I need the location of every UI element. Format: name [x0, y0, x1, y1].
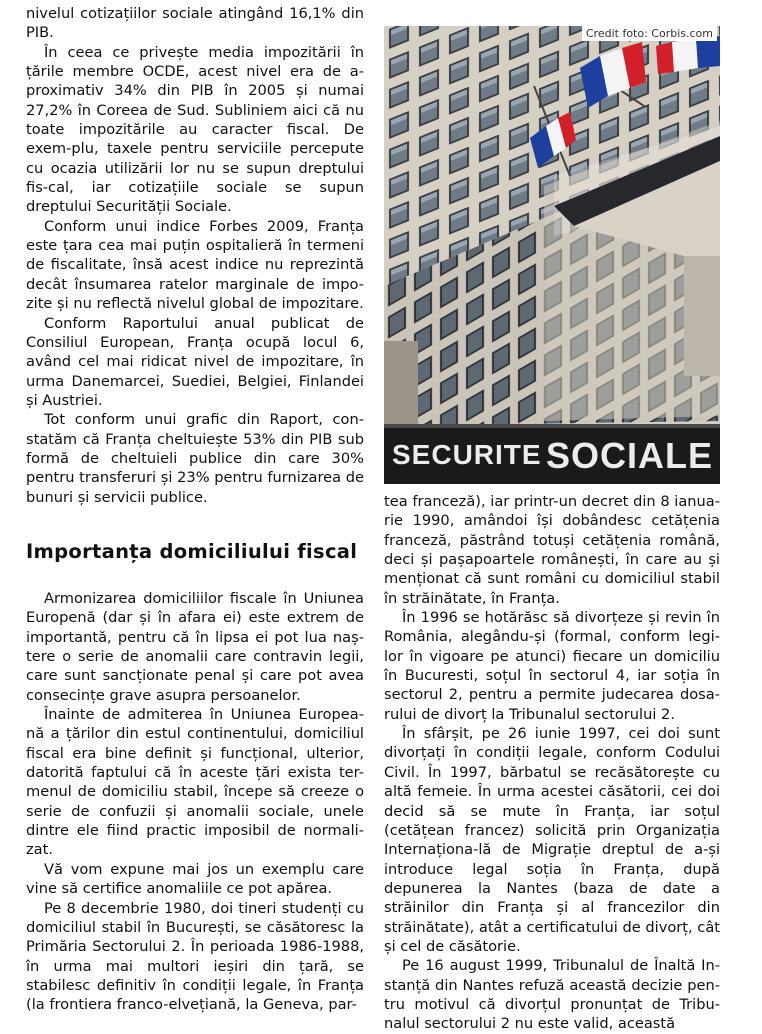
paragraph: Tot conform unui grafic din Raport, con-statăm că Franța cheltuiește 53% din PIB sub formă de cheltuieli publice din care 30% pentru transferuri și 23% pentru furnizarea de bunuri și servicii publice. — [26, 411, 364, 506]
building-illustration — [384, 26, 720, 484]
paragraph: Înainte de admiterea în Uniunea Europea-nă a țărilor din estul continentului, domiciliul fiscal era bine definit și funcțional, ulterior, datorită faptului că în aceste țări exista ter-menul de domiciliu stabil, începe să creeze o serie de confuzii și anomalii sociale, unele dintre ele fiind practic imposibil de normali-zat. — [26, 706, 364, 859]
paragraph: Pe 16 august 1999, Tribunalul de Înaltă In-stanță din Nantes refuză această decizie pen-tru motivul că divorțul pronunțat de Tribu-nalul sectorului 2 nu este valid, această — [384, 957, 720, 1033]
paragraph: Pe 8 decembrie 1980, doi tineri studenți cu domiciliul stabil în București, se căsătoresc la Primăria Sectorului 2. În perioada 1986-1988, în urma mai multori ieșiri din țară, se stabilesc definitiv în condiții legale, în Franța (la frontiera franco-elvețiană, la Geneva, par- — [26, 899, 364, 1014]
paragraph: Conform unui indice Forbes 2009, Franța este țara cea mai puțin ospitalieră în termeni de fiscalitate, însă acest indice nu reprezintă decât însumarea ratelor marginale de impo-zite și nu reflectă nivelul global de impozitare. — [26, 217, 364, 313]
paragraph: Vă vom expune mai jos un exemplu care vine să certifice anomaliile ce pot apărea. — [26, 860, 364, 898]
paragraph: În ceea ce privește media impozitării în țările membre OCDE, acest nivel era de a-proximativ 34% din PIB în 2005 și numai 27,2% în Coreea de Sud. Subliniem aici că nu toate impozitările au caracter fiscal. De exem-plu, taxele pentru serviciile percepute cu ocazia utilizării lor nu se supun dreptului fis-cal, iar cotizațiile sociale se supun dreptului Securității Sociale. — [26, 43, 364, 216]
paragraph: În 1996 se hotărăsc să divorțeze și revin în România, alegându-și (formal, conform legi-lor în vigoare pe atunci) fiecare un domiciliu în Bucuresti, soțul în sectorul 4, iar soția în sectorul 2, pentru a permite judecarea dosa-rului de divorț la Tribunalul sectorului 2. — [384, 609, 720, 723]
left-column-top — [26, 4, 364, 507]
paragraph: nivelul cotizațiilor sociale atingând 16,1% din PIB. — [26, 5, 364, 42]
photo-credit: Credit foto: Corbis.com — [582, 26, 717, 41]
paragraph: Conform Raportului anual publicat de Consiliul European, Franța ocupă locul 6, având cel mai ridicat nivel de impozitare, în urma Danemarcei, Suediei, Belgiei, Finlandei și Austriei. — [26, 314, 364, 409]
sign-text-securite: SECURITE — [392, 439, 542, 470]
section-heading: Importanța domiciliului fiscal — [26, 540, 358, 563]
paragraph: Armonizarea domiciliilor fiscale în Uniunea Europenă (dar și în afara ei) este extrem de importantă, pentru că în lipsa ei pot lua naș-tere o serie de anomalii care contravin legii, care sunt sancționate penal și care pot avea consecințe grave asupra persoanelor. — [26, 590, 364, 704]
securite-sociale-building-photo — [384, 26, 720, 484]
right-column — [384, 492, 720, 1034]
left-column-bottom — [26, 589, 364, 1015]
paragraph: tea franceză), iar printr-un decret din 8 ianua-rie 1990, amândoi își dobândesc cetățenia franceză, păstrând totuși cetățenia română, deci și pașapoartele românești, în care au și menționat că sunt români cu domiciliul stabil în străinătate, în Franța. — [384, 493, 720, 607]
paragraph: În sfârșit, pe 26 iunie 1997, cei doi sunt divorțați în condiții legale, conform Codului Civil. În 1997, bărbatul se recăsătorește cu altă femeie. În urma acestei căsătorii, cei doi decid să se mute în Franța, iar soțul (cetățean francez) solicită prin Organizația Internaționa-lă de Migrație dreptul de a-și introduce legal soția în Franța, după depunerea la Nantes (baza de date a străinilor din Franța și al francezilor din străinătate), atât a certificatului de divorț, cât și cel de căsătorie. — [384, 725, 720, 955]
sign-text-sociale: SOCIALE — [546, 435, 714, 476]
